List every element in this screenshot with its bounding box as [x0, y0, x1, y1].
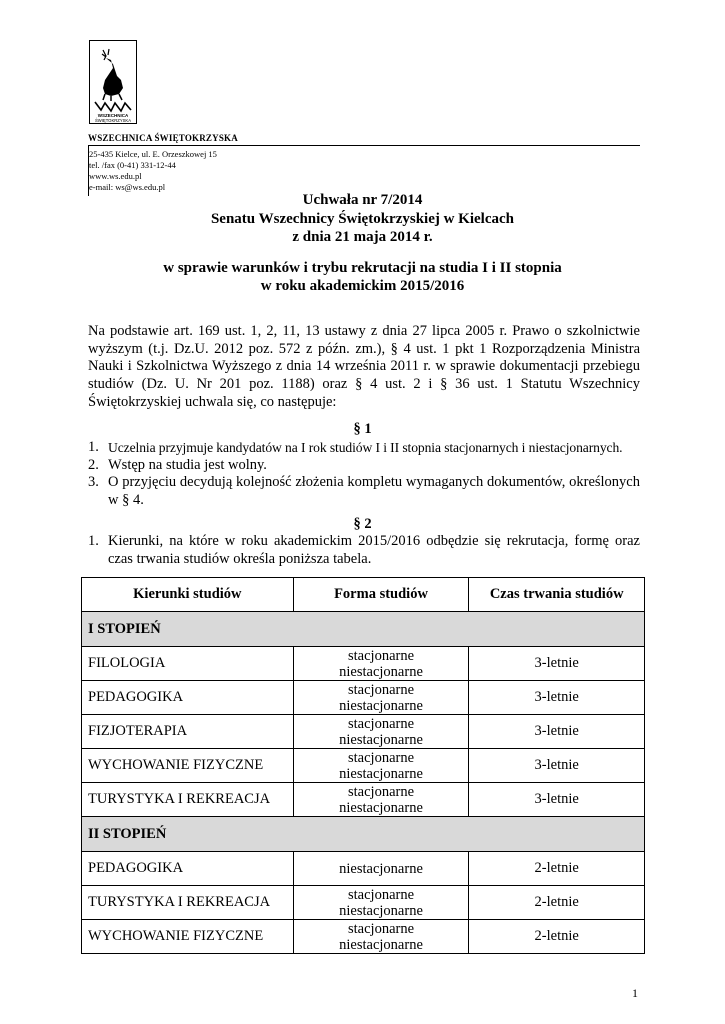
column-header: Forma studiów	[293, 578, 469, 612]
study-duration: 3-letnie	[469, 783, 645, 817]
phone-line: tel. /fax (0-41) 331-12-44	[89, 160, 176, 170]
study-form	[293, 783, 469, 817]
program-name: FIZJOTERAPIA	[82, 715, 294, 749]
group-label: II STOPIEŃ	[82, 817, 645, 852]
address-block	[89, 149, 217, 193]
study-form	[293, 749, 469, 783]
table-row	[82, 886, 645, 920]
table-row	[82, 783, 645, 817]
program-name: PEDAGOGIKA	[82, 681, 294, 715]
table-row	[82, 647, 645, 681]
academic-year: w roku akademickim 2015/2016	[260, 278, 465, 294]
table-header-row	[82, 578, 645, 612]
study-form	[293, 647, 469, 681]
study-duration: 3-letnie	[469, 647, 645, 681]
study-duration: 2-letnie	[469, 920, 645, 954]
study-form-line: niestacjonarne	[339, 902, 423, 919]
study-form	[293, 681, 469, 715]
program-name: TURYSTYKA I REKREACJA	[82, 886, 294, 920]
section-2-heading: § 2	[353, 516, 372, 532]
item-number: 3.	[88, 474, 99, 490]
item-text: O przyjęciu decydują kolejność złożenia kompletu wymaganych dokumentów, określonych w § 4.	[108, 474, 640, 508]
resolution-number: Uchwała nr 7/2014	[302, 192, 423, 208]
study-form-line: stacjonarne	[348, 715, 415, 732]
column-header: Czas trwania studiów	[469, 578, 645, 612]
program-name: FILOLOGIA	[82, 647, 294, 681]
study-duration: 2-letnie	[469, 852, 645, 886]
study-form	[293, 715, 469, 749]
study-form	[293, 886, 469, 920]
program-name: PEDAGOGIKA	[82, 852, 294, 886]
group-header-row	[82, 817, 645, 852]
email-line: e-mail: ws@ws.edu.pl	[89, 182, 166, 192]
study-form-line: stacjonarne	[348, 920, 415, 937]
header-rule	[88, 145, 640, 146]
svg-text:ŚWIĘTOKRZYSKA: ŚWIĘTOKRZYSKA	[95, 118, 131, 123]
study-programs-table	[81, 577, 645, 954]
table-row	[82, 715, 645, 749]
column-header: Kierunki studiów	[82, 578, 294, 612]
study-form	[293, 920, 469, 954]
org-name: WSZECHNICA ŚWIĘTOKRZYSKA	[88, 133, 238, 143]
senate-name: Senatu Wszechnicy Świętokrzyskiej w Kielcach	[210, 211, 515, 227]
resolution-date: z dnia 21 maja 2014 r.	[292, 229, 433, 245]
study-form-line: stacjonarne	[348, 783, 415, 800]
website-line: www.ws.edu.pl	[89, 171, 142, 181]
study-form-line: stacjonarne	[348, 886, 415, 903]
study-duration: 2-letnie	[469, 886, 645, 920]
study-form-line: niestacjonarne	[339, 663, 423, 680]
preamble: Na podstawie art. 169 ust. 1, 2, 11, 13 ustawy z dnia 27 lipca 2005 r. Prawo o szkolnictwie wyższym (t.j. Dz.U. 2012 poz. 572 z późn. zm.), § 4 ust. 1 pkt 1 Rozporządzenia Ministra Nauki i Szkolnictwa Wyższego z dnia 14 września 2011 r. w sprawie dokumentacji przebiegu studiów (Dz. U. Nr 201 poz. 1188) oraz § 4 ust. 2 i § 36 ust. 1 Statutu Wszechnicy Świętokrzyskiej uchwala się, co następuje:	[88, 323, 640, 410]
deer-logo-icon	[89, 40, 137, 124]
item-text: Wstęp na studia jest wolny.	[108, 457, 267, 473]
study-form-line: stacjonarne	[348, 647, 415, 664]
svg-text:WSZECHNICA: WSZECHNICA	[97, 113, 129, 118]
item-number: 2.	[88, 457, 99, 473]
university-logo	[89, 40, 137, 124]
page-number: 1	[632, 986, 638, 1000]
table-row	[82, 920, 645, 954]
group-label: I STOPIEŃ	[82, 612, 645, 647]
study-form-line: niestacjonarne	[339, 936, 423, 953]
table-row	[82, 852, 645, 886]
address-line: 25-435 Kielce, ul. E. Orzeszkowej 15	[89, 149, 217, 159]
study-form-line: niestacjonarne	[339, 765, 423, 782]
program-name: TURYSTYKA I REKREACJA	[82, 783, 294, 817]
study-form-line: stacjonarne	[348, 681, 415, 698]
program-name: WYCHOWANIE FIZYCZNE	[82, 749, 294, 783]
study-form: niestacjonarne	[293, 852, 469, 886]
study-duration: 3-letnie	[469, 715, 645, 749]
item-text: Uczelnia przyjmuje kandydatów na I rok studiów I i II stopnia stacjonarnych i niestacjonarnych.	[108, 440, 623, 455]
study-form-line: niestacjonarne	[339, 799, 423, 816]
section-1-heading: § 1	[353, 421, 372, 437]
study-form-line: niestacjonarne	[339, 731, 423, 748]
table-row	[82, 681, 645, 715]
program-name: WYCHOWANIE FIZYCZNE	[82, 920, 294, 954]
study-form-line: niestacjonarne	[339, 697, 423, 714]
resolution-subject: w sprawie warunków i trybu rekrutacji na studia I i II stopnia	[163, 260, 562, 276]
item-number: 1.	[88, 533, 99, 549]
item-text: Kierunki, na które w roku akademickim 2015/2016 odbędzie się rekrutacja, formę oraz czas trwania studiów określa poniższa tabela.	[108, 533, 640, 567]
item-number: 1.	[88, 439, 99, 455]
table-row	[82, 749, 645, 783]
study-form-line: stacjonarne	[348, 749, 415, 766]
study-duration: 3-letnie	[469, 749, 645, 783]
study-duration: 3-letnie	[469, 681, 645, 715]
group-header-row	[82, 612, 645, 647]
